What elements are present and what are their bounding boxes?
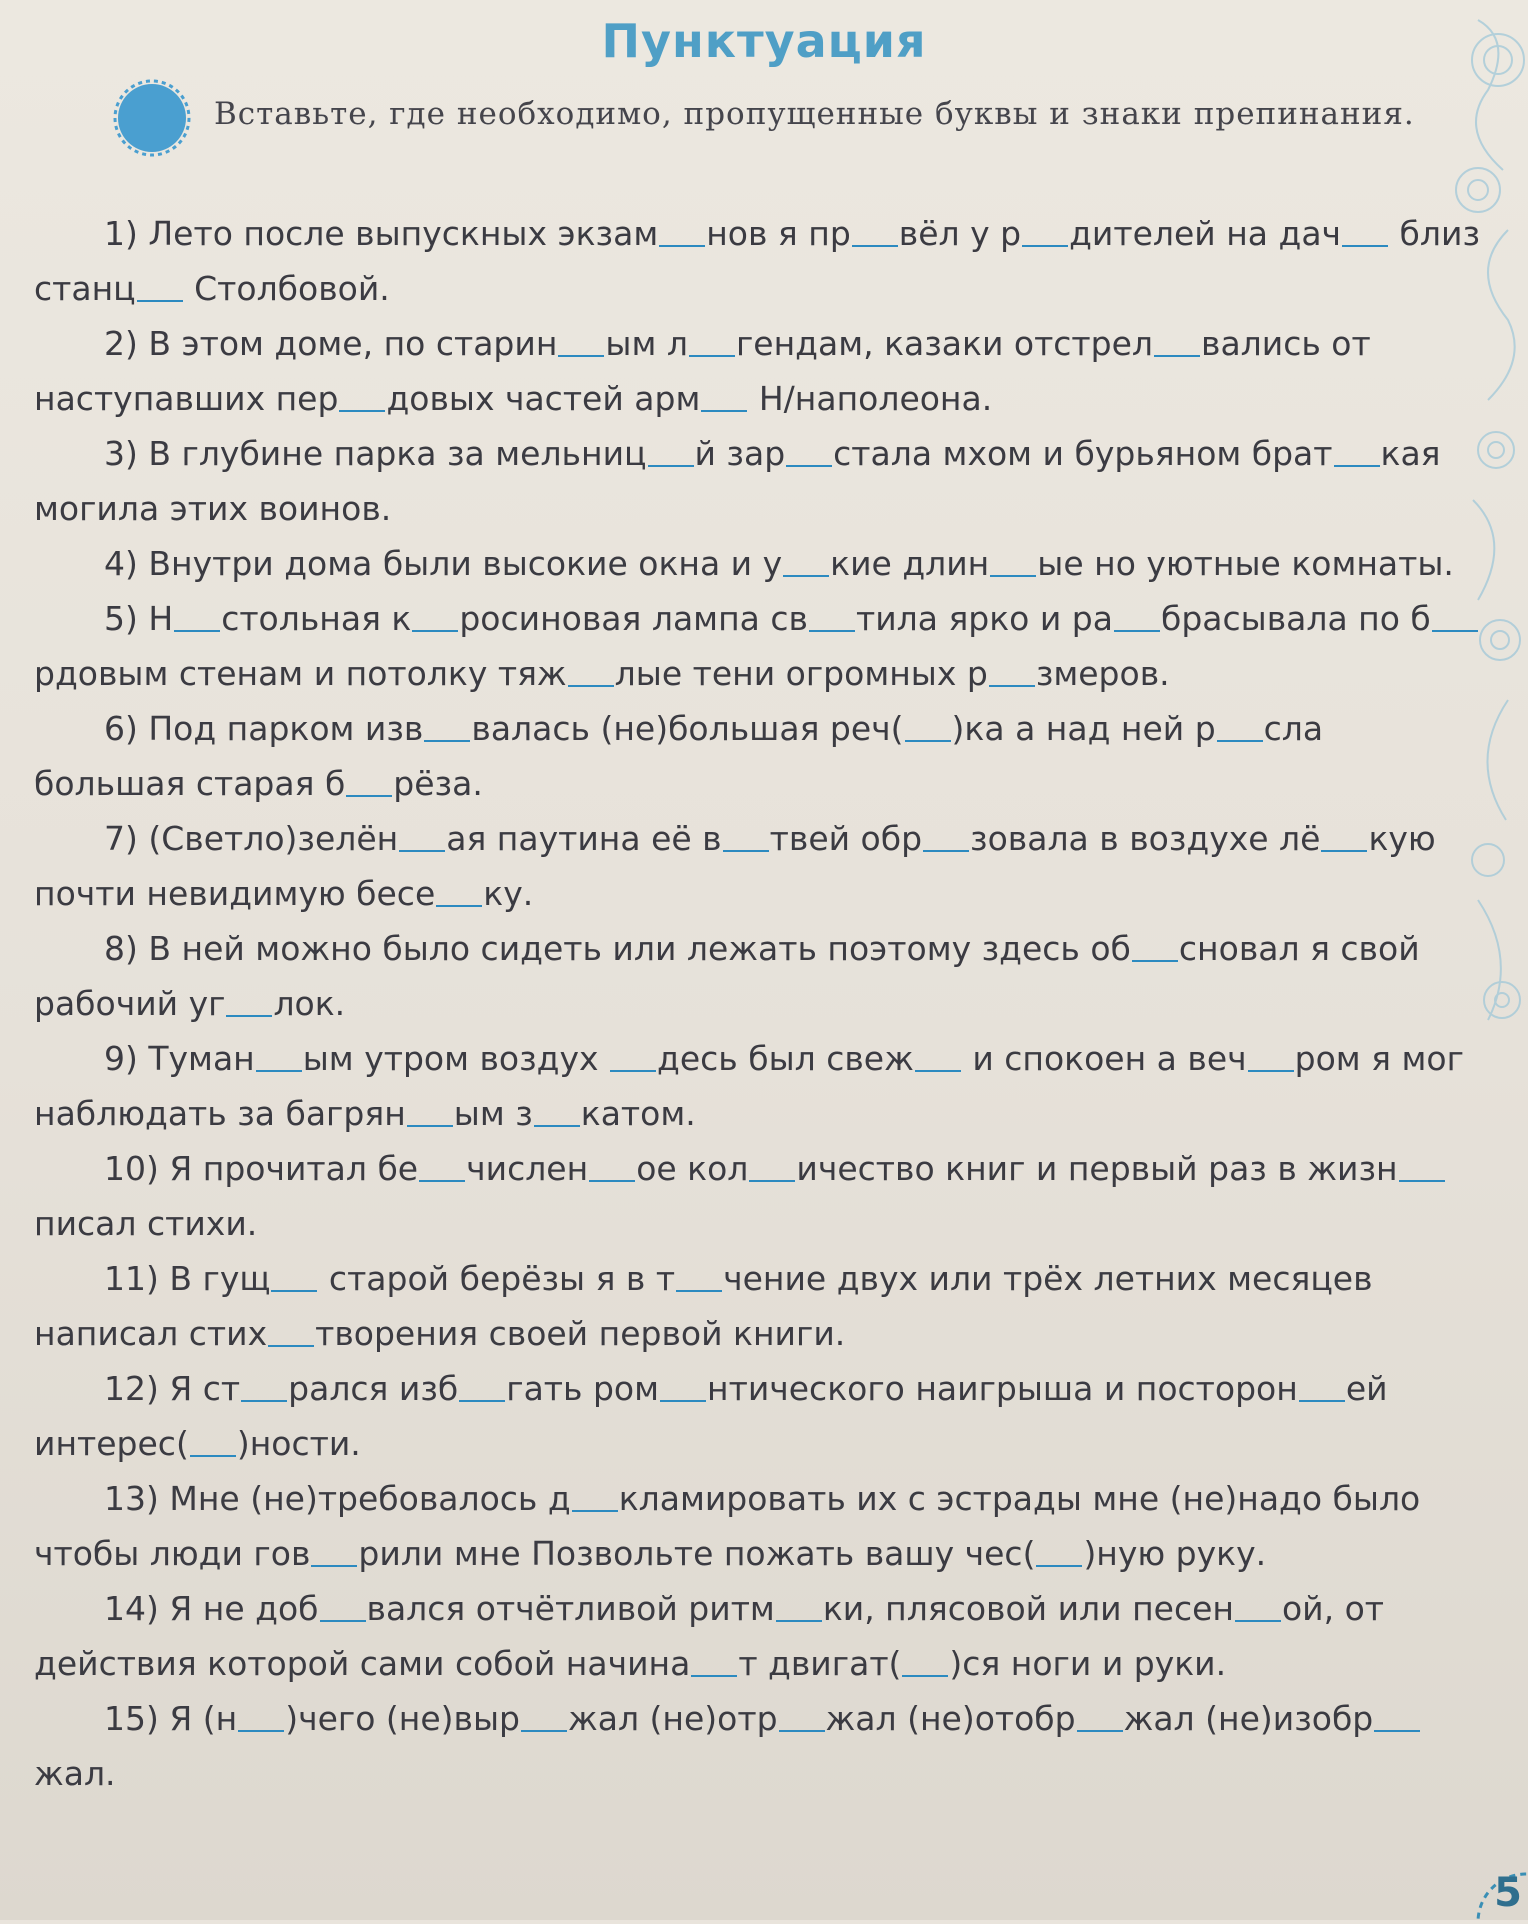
blank[interactable] <box>691 1639 737 1677</box>
blank[interactable] <box>238 1694 284 1732</box>
blank[interactable] <box>572 1474 618 1512</box>
blank[interactable] <box>1374 1694 1420 1732</box>
blank[interactable] <box>809 594 855 632</box>
blank[interactable] <box>320 1584 366 1622</box>
blank[interactable] <box>648 429 694 467</box>
blank[interactable] <box>407 1089 453 1127</box>
exercise-15: 15) Я (н )чего (не)выр жал (не)отр жал (не)отобр жал (не)изобржал. <box>34 1691 1480 1801</box>
blank[interactable] <box>783 539 829 577</box>
blank[interactable] <box>137 264 183 302</box>
blank[interactable] <box>589 1144 635 1182</box>
blank[interactable] <box>689 319 735 357</box>
blank[interactable] <box>905 704 951 742</box>
blank[interactable] <box>1154 319 1200 357</box>
exercise-3: 3) В глубине парка за мельниц й зар стала мхом и бурьяном брат кая могила этих воинов. <box>34 426 1480 536</box>
exercise-9: 9) Туман ым утром воздух десь был свеж и спокоен а веч ром я мог наблюдать за багрян ым з катом. <box>34 1031 1480 1141</box>
blank[interactable] <box>1217 704 1263 742</box>
blank[interactable] <box>902 1639 948 1677</box>
blank[interactable] <box>1248 1034 1294 1072</box>
blank[interactable] <box>521 1694 567 1732</box>
blank[interactable] <box>271 1254 317 1292</box>
blank[interactable] <box>268 1309 314 1347</box>
blank[interactable] <box>256 1034 302 1072</box>
blank[interactable] <box>568 649 614 687</box>
exercise-2: 2) В этом доме, по старин ым л гендам, казаки отстрел вались от наступавших пер довых частей арм Н/наполеона. <box>34 316 1480 426</box>
blank[interactable] <box>226 979 272 1017</box>
blank[interactable] <box>852 209 898 247</box>
blank[interactable] <box>676 1254 722 1292</box>
blank[interactable] <box>1299 1364 1345 1402</box>
blank[interactable] <box>558 319 604 357</box>
blank[interactable] <box>659 209 705 247</box>
blank[interactable] <box>1399 1144 1445 1182</box>
blank[interactable] <box>399 814 445 852</box>
exercise-14: 14) Я не доб вался отчётливой ритм ки, плясовой или песен ой, от действия которой сами собой начина т двигат( )ся ноги и руки. <box>34 1581 1480 1691</box>
blank[interactable] <box>610 1034 656 1072</box>
blank[interactable] <box>776 1584 822 1622</box>
exercise-1: 1) Лето после выпускных экзам нов я пр вёл у р дителей на дач близ станц Столбовой. <box>34 206 1480 316</box>
exercise-6: 6) Под парком изв валась (не)большая реч( )ка а над ней р сла большая старая б рёза. <box>34 701 1480 811</box>
blank[interactable] <box>749 1144 795 1182</box>
page-title: Пунктуация <box>601 14 927 68</box>
blank[interactable] <box>1114 594 1160 632</box>
blank[interactable] <box>412 594 458 632</box>
exercise-11: 11) В гущ старой берёзы я в т чение двух или трёх летних месяцев написал стих творения своей первой книги. <box>34 1251 1480 1361</box>
blank[interactable] <box>436 869 482 907</box>
blank[interactable] <box>923 814 969 852</box>
exercise-10: 10) Я прочитал бе числен ое кол ичество книг и первый раз в жизн писал стихи. <box>34 1141 1480 1251</box>
blank[interactable] <box>339 374 385 412</box>
exercise-12: 12) Я ст рался изб гать ром нтического наигрыша и посторон ей интерес( )ности. <box>34 1361 1480 1471</box>
blank[interactable] <box>190 1419 236 1457</box>
blank[interactable] <box>1334 429 1380 467</box>
exercise-13: 13) Мне (не)требовалось д кламировать их с эстрады мне (не)надо было чтобы люди гов рили мне Позвольте пожать вашу чес( )ную руку. <box>34 1471 1480 1581</box>
blank[interactable] <box>311 1529 357 1567</box>
blank[interactable] <box>419 1144 465 1182</box>
blank[interactable] <box>174 594 220 632</box>
blank[interactable] <box>1036 1529 1082 1567</box>
blank[interactable] <box>723 814 769 852</box>
blank[interactable] <box>1432 594 1478 632</box>
page-number-text: 5 <box>1494 1870 1522 1916</box>
page-number <box>1448 1856 1528 1920</box>
task-badge-icon <box>112 78 192 158</box>
blank[interactable] <box>1321 814 1367 852</box>
blank[interactable] <box>990 539 1036 577</box>
blank[interactable] <box>1235 1584 1281 1622</box>
blank[interactable] <box>346 759 392 797</box>
blank[interactable] <box>459 1364 505 1402</box>
exercise-5: 5) Н стольная к росиновая лампа св тила ярко и ра брасывала по брдовым стенам и потолку тяж лые тени огромных р змеров. <box>34 591 1480 701</box>
blank[interactable] <box>534 1089 580 1127</box>
blank[interactable] <box>989 649 1035 687</box>
blank[interactable] <box>701 374 747 412</box>
blank[interactable] <box>779 1694 825 1732</box>
blank[interactable] <box>1077 1694 1123 1732</box>
blank[interactable] <box>424 704 470 742</box>
blank[interactable] <box>786 429 832 467</box>
blank[interactable] <box>660 1364 706 1402</box>
blank[interactable] <box>1022 209 1068 247</box>
exercise-list <box>34 206 1480 1801</box>
blank[interactable] <box>1342 209 1388 247</box>
blank[interactable] <box>1132 924 1178 962</box>
blank[interactable] <box>915 1034 961 1072</box>
exercise-4: 4) Внутри дома были высокие окна и у кие длин ые но уютные комнаты. <box>34 536 1480 591</box>
blank[interactable] <box>241 1364 287 1402</box>
task-instruction: Вставьте, где необходимо, пропущенные буквы и знаки препинания. <box>214 96 1415 132</box>
exercise-7: 7) (Светло)зелён ая паутина её в твей обр зовала в воздухе лё кую почти невидимую бесе ку. <box>34 811 1480 921</box>
exercise-8: 8) В ней можно было сидеть или лежать поэтому здесь об сновал я свой рабочий уг лок. <box>34 921 1480 1031</box>
